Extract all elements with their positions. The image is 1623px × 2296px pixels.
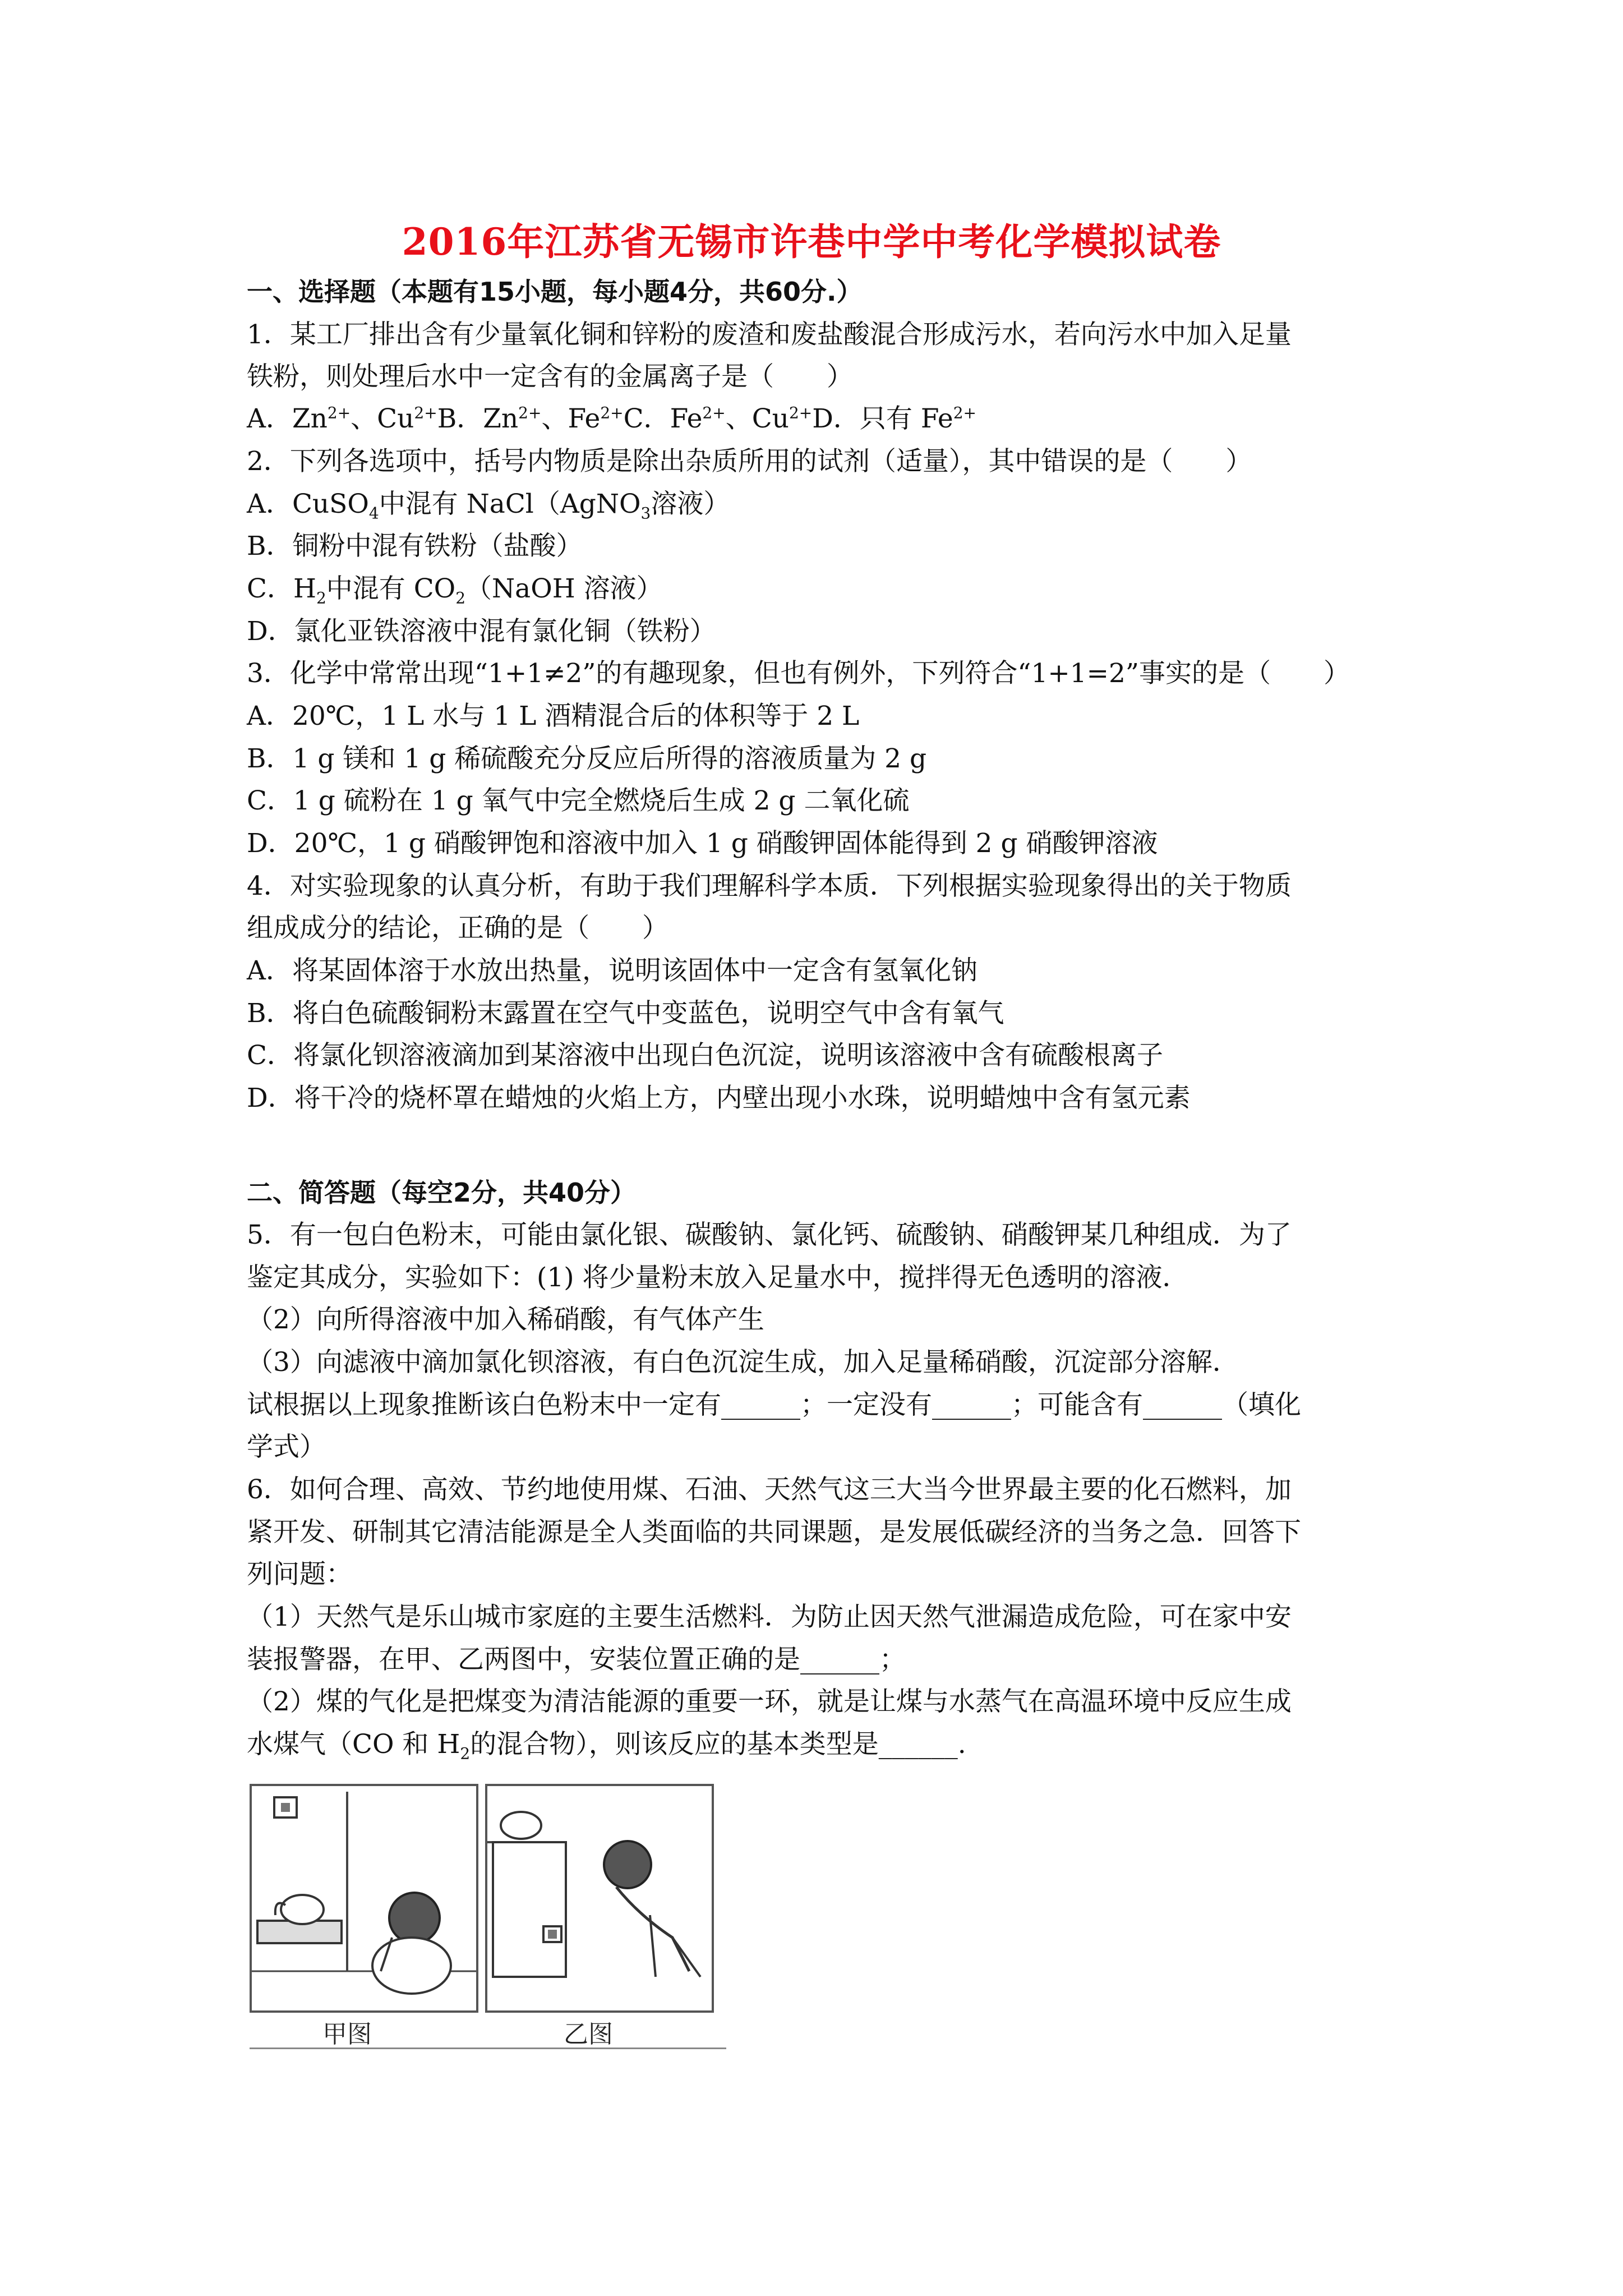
q4-option-b: B．将白色硫酸铜粉末露置在空气中变蓝色，说明空气中含有氧气 bbox=[247, 998, 1004, 1029]
q3-option-d: D．20℃，1 g 硝酸钾饱和溶液中加入 1 g 硝酸钾固体能得到 2 g 硝酸钾溶液 bbox=[247, 828, 1158, 859]
section2-heading: 二、简答题（每空2分，共40分） bbox=[247, 1177, 637, 1208]
option-a-ion2: Cu bbox=[377, 403, 414, 434]
figure-panel-jia bbox=[250, 1784, 478, 2013]
q4-option-a: A．将某固体溶于水放出热量，说明该固体中一定含有氢氧化钠 bbox=[247, 955, 978, 986]
option-a-label: A． bbox=[247, 403, 292, 434]
q3-option-a: A．20℃，1 L 水与 1 L 酒精混合后的体积等于 2 L bbox=[247, 701, 860, 731]
q4-stem-line2: 组成成分的结论，正确的是（ ） bbox=[247, 913, 668, 944]
q5-line2: 鉴定其成分，实验如下：(1) 将少量粉末放入足量水中，搅拌得无色透明的溶液． bbox=[247, 1262, 1189, 1293]
q2-stem: 2．下列各选项中，括号内物质是除出杂质所用的试剂（适量），其中错误的是（ ） bbox=[247, 446, 1252, 477]
kitchen-scene-yi-illustration bbox=[487, 1786, 712, 2010]
gas-alarm-figure bbox=[250, 1784, 726, 2047]
figure-caption-yi: 乙图 bbox=[564, 2020, 613, 2049]
q6-line2: 紧开发、研制其它清洁能源是全人类面临的共同课题，是发展低碳经济的当务之急．回答下 bbox=[247, 1517, 1301, 1548]
q4-option-c: C．将氯化钡溶液滴加到某溶液中出现白色沉淀，说明该溶液中含有硫酸根离子 bbox=[247, 1040, 1163, 1071]
q1-stem-line1: 1．某工厂排出含有少量氧化铜和锌粉的废渣和废盐酸混合形成污水，若向污水中加入足量 bbox=[247, 319, 1292, 350]
q6-line4: （1）天然气是乐山城市家庭的主要生活燃料．为防止因天然气泄漏造成危险，可在家中安 bbox=[247, 1602, 1292, 1632]
person-head-icon bbox=[389, 1893, 440, 1943]
q5-line6: 学式） bbox=[247, 1432, 326, 1462]
q5-line5: 试根据以上现象推断该白色粉末中一定有______；一定没有______；可能含有______（填化 bbox=[247, 1389, 1301, 1420]
q6-line6: （2）煤的气化是把煤变为清洁能源的重要一环，就是让煤与水蒸气在高温环境中反应生成 bbox=[247, 1686, 1292, 1717]
q4-stem-line1: 4．对实验现象的认真分析，有助于我们理解科学本质．下列根据实验现象得出的关于物质 bbox=[247, 871, 1292, 901]
q3-option-c: C．1 g 硫粉在 1 g 氧气中完全燃烧后生成 2 g 二氧化硫 bbox=[247, 785, 910, 816]
kettle-icon-yi bbox=[501, 1812, 541, 1839]
q5-line3: （2）向所得溶液中加入稀硝酸，有气体产生 bbox=[247, 1304, 764, 1335]
q6-line1: 6．如何合理、高效、节约地使用煤、石油、天然气这三大当今世界最主要的化石燃料，加 bbox=[247, 1474, 1292, 1505]
kettle-icon bbox=[281, 1895, 324, 1924]
option-d-label: D． bbox=[812, 403, 860, 434]
q2-option-c: C．$H_2$中混有 $CO_2(NaOH$ 溶液） bbox=[247, 573, 663, 608]
figure-baseline bbox=[250, 2047, 726, 2049]
section1-heading: 一、选择题（本题有15小题，每小题4分，共60分.） bbox=[247, 277, 863, 307]
figure-caption-jia: 甲图 bbox=[322, 2020, 372, 2049]
q3-option-b: B．1 g 镁和 1 g 稀硫酸充分反应后所得的溶液质量为 2 g bbox=[247, 743, 927, 774]
q2-option-a: A．CuSO$_4$中混有 NaCl（AgNO$_3$溶液） bbox=[247, 489, 730, 523]
option-c-label: C． bbox=[623, 403, 670, 434]
q3-stem: 3．化学中常常出现“1+1≠2”的有趣现象，但也有例外，下列符合“1+1=2”事实的是（ ） bbox=[247, 658, 1350, 689]
q6-line5: 装报警器，在甲、乙两图中，安装位置正确的是______； bbox=[247, 1644, 906, 1675]
figure-panel-yi bbox=[485, 1784, 714, 2013]
option-a-ion1: Zn bbox=[292, 403, 328, 434]
q5-line4: （3）向滤液中滴加氯化钡溶液，有白色沉淀生成，加入足量稀硝酸，沉淀部分溶解． bbox=[247, 1347, 1239, 1378]
q5-line1: 5．有一包白色粉末，可能由氯化银、碳酸钠、氯化钙、硫酸钠、硝酸钾某几种组成．为了 bbox=[247, 1220, 1292, 1250]
person-head-icon-yi bbox=[604, 1841, 651, 1888]
kitchen-scene-jia-illustration bbox=[252, 1786, 476, 2010]
q1-options: A．$Zn^{2+}$、$Cu^{2+}B$．$Zn^{2+}$、$Fe^{2+}C$．$Fe^{2+}$、$Cu^{2+}D$．只有 $Fe^{2+}$ bbox=[247, 403, 976, 434]
q2-option-b: B．铜粉中混有铁粉（盐酸） bbox=[247, 531, 583, 562]
q6-line3: 列问题： bbox=[247, 1559, 352, 1590]
q1-stem-line2: 铁粉，则处理后水中一定含有的金属离子是（ ） bbox=[247, 361, 853, 392]
q6-line7: 水煤气（CO 和 $H_2$的混合物），则该反应的基本类型是______. bbox=[247, 1729, 966, 1763]
page-title: 2016年江苏省无锡市许巷中学中考化学模拟试卷 bbox=[402, 220, 1221, 264]
q4-option-d: D．将干冷的烧杯罩在蜡烛的火焰上方，内壁出现小水珠，说明蜡烛中含有氢元素 bbox=[247, 1083, 1191, 1114]
option-b-label: B． bbox=[437, 403, 483, 434]
q2-option-d: D．氯化亚铁溶液中混有氯化铜（铁粉） bbox=[247, 616, 716, 647]
